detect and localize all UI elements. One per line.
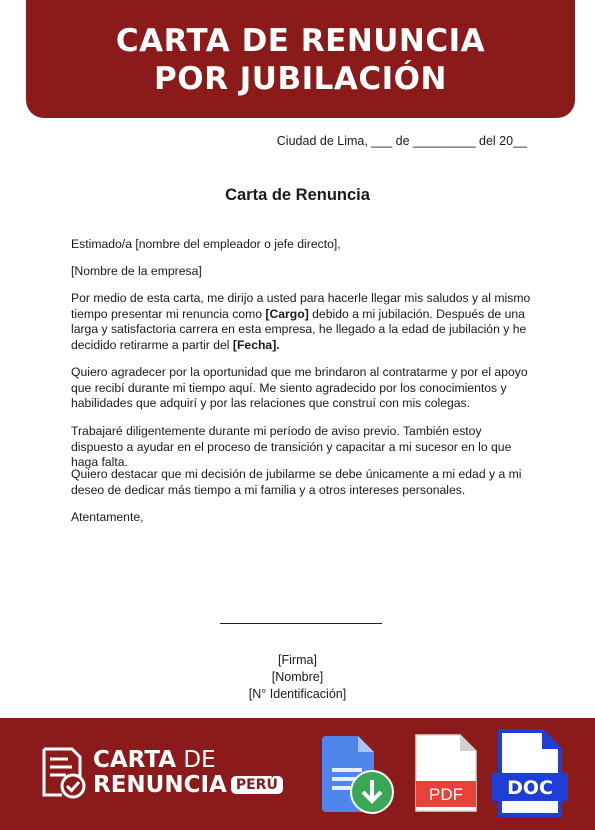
- paragraph-1: [71, 291, 531, 353]
- salutation: Estimado/a [nombre del empleador o jefe directo],: [71, 237, 341, 251]
- doc-file-icon[interactable]: [492, 729, 568, 817]
- name-label: [Nombre]: [271, 670, 324, 684]
- doc-label: DOC: [507, 777, 553, 799]
- letter-title: Carta de Renuncia: [225, 186, 370, 204]
- document-check-icon: [40, 747, 86, 799]
- gdoc-download-icon[interactable]: [318, 736, 396, 816]
- brand-peru-badge: PERÚ: [231, 776, 283, 794]
- title-line-1: CARTA DE RENUNCIA: [115, 23, 486, 59]
- title-line-2: POR JUBILACIÓN: [154, 61, 447, 97]
- brand-de: DE: [176, 747, 216, 773]
- id-label: [N° Identificación]: [248, 687, 347, 701]
- brand-renuncia: RENUNCIA: [93, 772, 227, 798]
- fecha-placeholder: [Fecha].: [232, 337, 280, 352]
- closing: Atentamente,: [71, 510, 144, 524]
- cargo-placeholder: [Cargo]: [265, 306, 309, 321]
- page-title: [26, 22, 575, 98]
- paragraph-1-a: Por medio de esta carta, me dirijo a usted para hacerle llegar mis saludos y al mismo tiempo presentar mi renuncia como: [71, 291, 531, 321]
- paragraph-2: Quiero agradecer por la oportunidad que me brindaron al contratarme y por el apoyo que recibí durante mi tiempo aquí. Me siento agradecido por los conocimientos y habilidades que adquirí y por las relaciones que construí con mis colegas.: [71, 365, 528, 411]
- pdf-file-icon[interactable]: [414, 733, 478, 813]
- signature-label: [Firma]: [278, 653, 317, 667]
- place-date: Ciudad de Lima, ___ de _________ del 20__: [276, 134, 527, 148]
- company-name: [Nombre de la empresa]: [71, 264, 202, 278]
- pdf-label: PDF: [429, 785, 463, 804]
- paragraph-4: Quiero destacar que mi decisión de jubilarme se debe únicamente a mi edad y a mi deseo de dedicar más tiempo a mi familia y a otros intereses personales.: [71, 467, 522, 497]
- signature-line: [220, 623, 382, 624]
- paragraph-3: Trabajaré diligentemente durante mi período de aviso previo. También estoy dispuesto a ayudar en el proceso de transición y capacitar a mi sucesor en lo que haga falta.: [71, 424, 512, 470]
- paragraph-1-b: debido a mi jubilación. Después de una larga y satisfactoria carrera en esta empresa, he llegado a la edad de jubilación y he decidido retirarme a partir del: [71, 306, 527, 352]
- brand-logo: [93, 748, 283, 798]
- brand-carta: CARTA: [93, 747, 177, 773]
